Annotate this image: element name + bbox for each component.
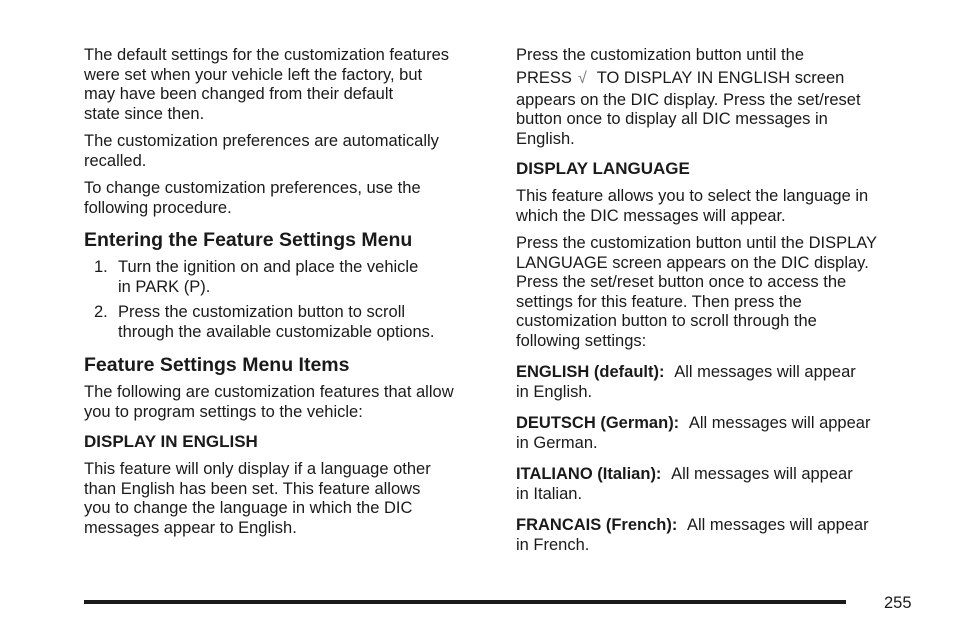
footer-rule — [84, 600, 846, 604]
right-column — [516, 46, 916, 567]
option-term: FRANCAIS (French): — [516, 516, 678, 534]
step-2 — [84, 303, 494, 342]
option-english: ENGLISH (default): All messages will appear in English. — [516, 363, 856, 401]
step-1 — [84, 258, 494, 297]
language-procedure-paragraph: Press the customization button until the DISPLAY LANGUAGE screen appears on the DIC display. Press the set/reset button once to access the settings for this feature. Then press the customization button to scroll through the following settings: — [516, 234, 878, 350]
subheading-display-language: DISPLAY LANGUAGE — [516, 159, 690, 178]
subheading-display-in-english: DISPLAY IN ENGLISH — [84, 432, 258, 451]
display-english-paragraph: This feature will only display if a language other than English has been set. This feature allows you to change the language in which the DIC messages appear to English. — [84, 460, 431, 537]
option-italiano: ITALIANO (Italian): All messages will appear in Italian. — [516, 465, 853, 503]
option-term: DEUTSCH (German): — [516, 414, 680, 432]
step-text: Press the customization button to scroll through the available customizable options. — [118, 303, 435, 341]
intro-paragraph-1: The default settings for the customization features were set when your vehicle left the factory, but may have been changed from their default state since then. — [84, 46, 450, 123]
step-number: 1. — [94, 258, 108, 276]
step-text: Turn the ignition on and place the vehicle in PARK (P). — [118, 258, 419, 296]
checkmark-icon: √ — [577, 69, 587, 87]
left-column — [84, 46, 494, 538]
intro-paragraph-2: The customization preferences are automatically recalled. — [84, 132, 439, 170]
option-deutsch: DEUTSCH (German): All messages will appear in German. — [516, 414, 871, 452]
option-term: ENGLISH (default): — [516, 363, 665, 381]
option-francais: FRANCAIS (French): All messages will appear in French. — [516, 516, 869, 554]
section-heading-menu-items: Feature Settings Menu Items — [84, 354, 350, 376]
page-number: 255 — [884, 594, 912, 612]
intro-paragraph-3: To change customization preferences, use the following procedure. — [84, 179, 421, 217]
section-heading-entering-menu: Entering the Feature Settings Menu — [84, 229, 413, 251]
language-intro-paragraph: This feature allows you to select the language in which the DIC messages will appear. — [516, 187, 869, 225]
items-intro-paragraph: The following are customization features that allow you to program settings to the vehicle: — [84, 383, 454, 421]
press-paragraph: Press the customization button until the PRESS √ TO DISPLAY IN ENGLISH screen appears on the DIC display. Press the set/reset button once to display all DIC messages in English. — [516, 46, 861, 148]
option-term: ITALIANO (Italian): — [516, 465, 662, 483]
step-number: 2. — [94, 303, 108, 321]
